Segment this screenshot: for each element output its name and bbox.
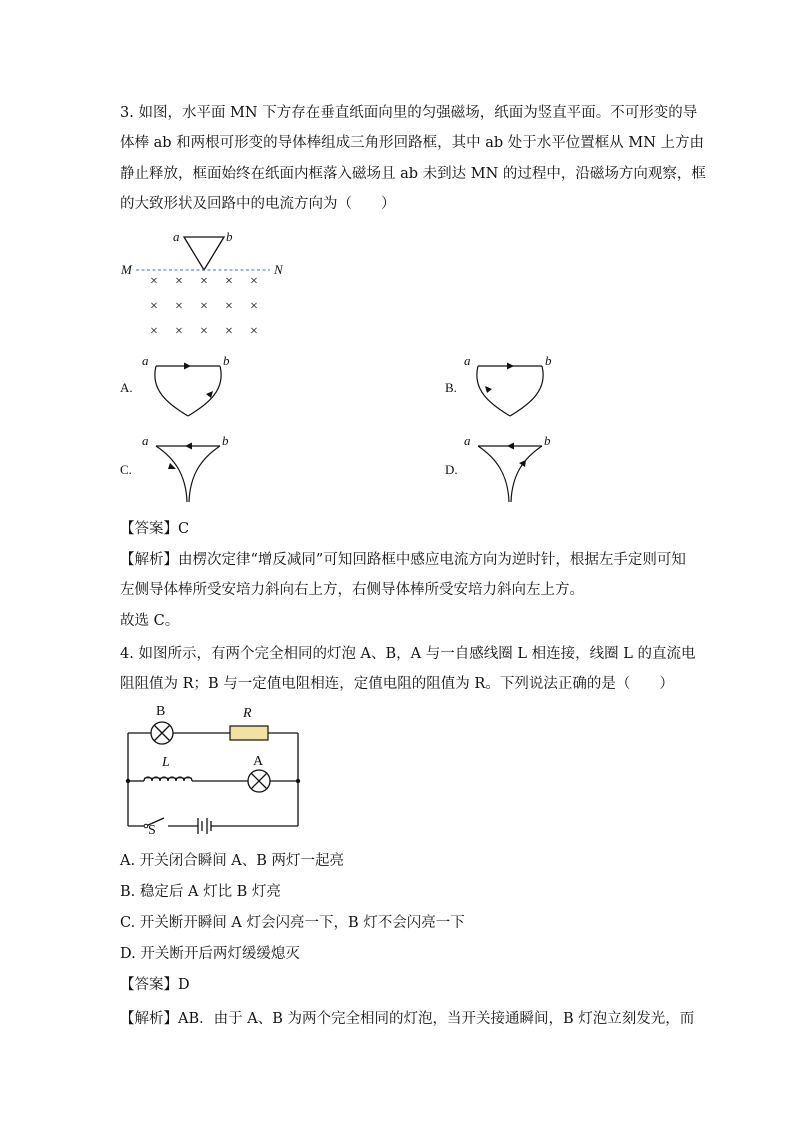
q4-circuit (122, 705, 307, 840)
label-b: b (226, 229, 233, 244)
option-d-figure (462, 432, 562, 507)
svg-text:×: × (250, 274, 258, 289)
label-b: b (223, 353, 230, 368)
q4-answer: 【答案】D (120, 977, 190, 993)
q4-analysis-start: 【解析】AB．由于 A、B 为两个完全相同的灯泡，当开关接通瞬间，B 灯泡立刻发光，而 (120, 1011, 695, 1027)
q3-line-3: 静止释放，框面始终在纸面内框落入磁场且 ab 未到达 MN 的过程中，沿磁场方向观察，框 (120, 166, 706, 182)
label-a: a (464, 433, 471, 448)
svg-text:×: × (175, 324, 183, 339)
svg-text:×: × (250, 324, 258, 339)
svg-text:×: × (150, 299, 158, 314)
q3-answer: 【答案】C (120, 521, 190, 537)
option-d-letter: D. (445, 462, 458, 477)
q3-line-4: 的大致形状及回路中的电流方向为（ ） (120, 196, 396, 212)
label-m: M (121, 262, 132, 277)
svg-text:×: × (200, 274, 208, 289)
svg-text:×: × (175, 274, 183, 289)
q3-analysis-2: 左侧导体棒所受安培力斜向右上方，右侧导体棒所受安培力斜向左上方。 (120, 582, 584, 598)
label-a: a (173, 229, 180, 244)
svg-text:×: × (225, 274, 233, 289)
label-inductor-l: L (162, 755, 170, 770)
option-a-figure (140, 352, 240, 422)
svg-text:×: × (150, 324, 158, 339)
label-a: a (142, 353, 149, 368)
svg-text:×: × (175, 299, 183, 314)
option-c-letter: C. (120, 462, 132, 477)
q3-analysis-1: 【解析】由楞次定律“增反减同”可知回路框中感应电流方向为逆时针，根据左手定则可知 (120, 552, 686, 568)
triangle-frame (184, 237, 224, 270)
q4-line-2: 阻阻值为 R；B 与一定值电阻相连，定值电阻的阻值为 R。下列说法正确的是（ ） (120, 676, 674, 692)
option-b-letter: B. (445, 380, 457, 395)
magnetic-field-marks (150, 274, 258, 339)
svg-text:×: × (200, 324, 208, 339)
label-lamp-a: A (253, 754, 264, 769)
svg-text:×: × (250, 299, 258, 314)
arrow-up-right (519, 460, 526, 467)
svg-text:×: × (150, 274, 158, 289)
label-switch-s: S (148, 823, 156, 838)
circuit-diagram (122, 705, 307, 840)
q3-line-1: 3. 如图，水平面 MN 下方存在垂直纸面向里的匀强磁场，纸面为竖直平面。不可形变的导 (120, 105, 698, 121)
label-b: b (545, 353, 552, 368)
svg-text:×: × (200, 299, 208, 314)
arrow-right (507, 363, 514, 370)
label-lamp-b: B (156, 704, 166, 719)
q4-choice-c: C. 开关断开瞬间 A 灯会闪亮一下，B 灯不会闪亮一下 (120, 915, 465, 931)
resistor (230, 726, 268, 740)
q3-field-diagram (118, 228, 293, 343)
option-b-figure (462, 352, 562, 422)
svg-text:×: × (225, 324, 233, 339)
q4-choice-d: D. 开关断开后两灯缓缓熄灭 (120, 946, 300, 962)
label-a: a (464, 353, 471, 368)
arrow-up-left (485, 386, 492, 393)
q3-analysis-3: 故选 C。 (120, 613, 180, 629)
arrow-left (507, 443, 514, 450)
label-resistor-r: R (243, 706, 252, 721)
label-b: b (222, 433, 229, 448)
option-a-letter: A. (120, 380, 133, 395)
option-c-figure (140, 432, 240, 507)
label-n: N (274, 262, 283, 277)
q3-field-figure (118, 228, 293, 343)
arrow-right (184, 363, 191, 370)
q3-line-2: 体棒 ab 和两根可形变的导体棒组成三角形回路框，其中 ab 处于水平位置框从 MN 上方由 (120, 135, 705, 151)
label-b: b (544, 433, 551, 448)
label-a: a (142, 433, 149, 448)
q4-choice-b: B. 稳定后 A 灯比 B 灯亮 (120, 884, 281, 900)
arrow-left (185, 443, 192, 450)
q4-line-1: 4. 如图所示，有两个完全相同的灯泡 A、B，A 与一自感线圈 L 相连接，线圈 L 的直流电 (120, 646, 696, 662)
svg-text:×: × (225, 299, 233, 314)
q4-choice-a: A. 开关闭合瞬间 A、B 两灯一起亮 (120, 853, 345, 869)
